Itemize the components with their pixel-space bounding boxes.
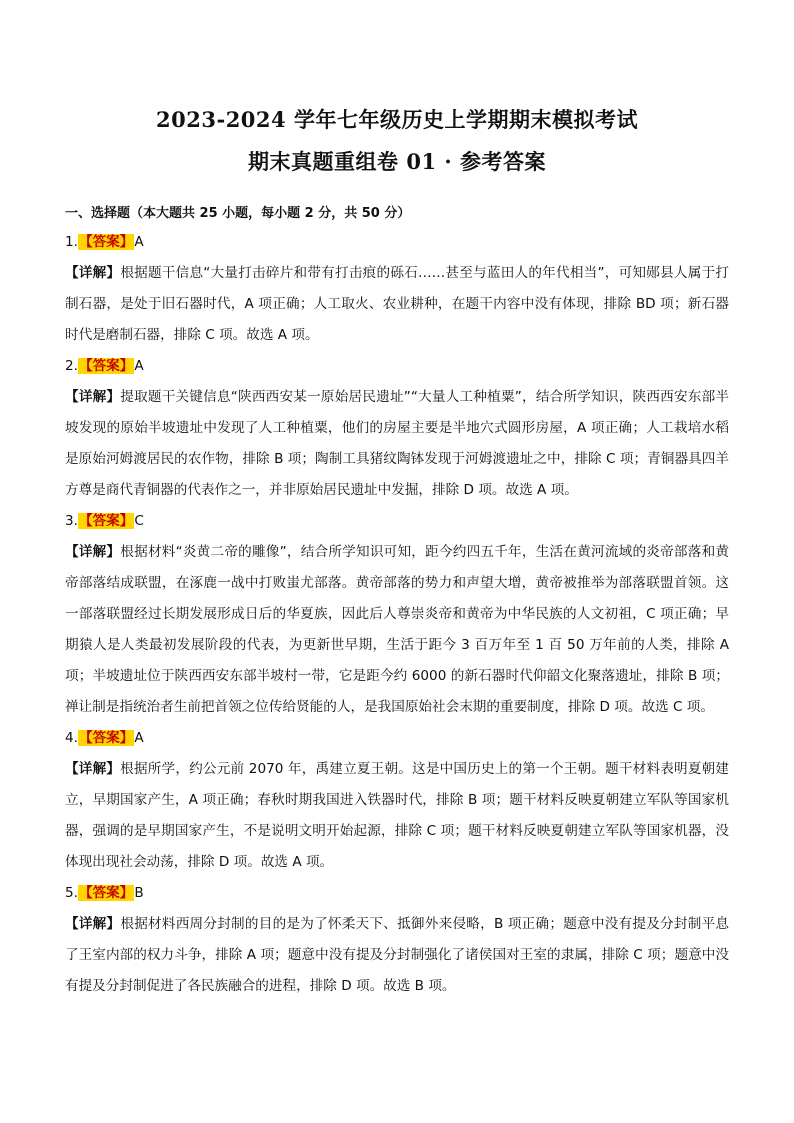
detail-text: 提取题干关键信息“陕西西安某一原始居民遗址”“大量人工种植粟”，结合所学知识，陕西西安东部半坡发现的原始半坡遗址中发现了人工种植粟，他们的房屋主要是半地穴式圆形房屋，A 项正确；人工栽培水稻是原始河姆渡居民的农作物，排除 B 项；陶制工具猪纹陶钵发现于河姆渡遗址之中，排除 C 项；青铜器具四羊方尊是商代青铜器的代表作之一，并非原始居民遗址中发掘，排除 D 项。故选 A 项。 <box>65 389 730 498</box>
question-number: 2. <box>65 358 78 374</box>
document-subtitle: 期末真题重组卷 01 · 参考答案 <box>248 149 546 174</box>
question-number: 5. <box>65 885 78 901</box>
question-answer-line <box>65 723 729 754</box>
detail-tag: 【详解】 <box>65 389 121 405</box>
question-detail <box>65 537 729 723</box>
answer-tag: 【答案】 <box>78 358 134 374</box>
question-detail <box>65 754 729 878</box>
answer-value: A <box>134 234 144 250</box>
answer-tag: 【答案】 <box>78 513 134 529</box>
answer-tag: 【答案】 <box>78 730 134 746</box>
answer-tag: 【答案】 <box>78 234 134 250</box>
detail-text: 根据材料“炎黄二帝的雕像”，结合所学知识可知，距今约四五千年，生活在黄河流域的炎帝部落和黄帝部落结成联盟，在涿鹿一战中打败蚩尤部落。黄帝部落的势力和声望大增，黄帝被推举为部落联盟首领。这一部落联盟经过长期发展形成日后的华夏族，因此后人尊崇炎帝和黄帝为中华民族的人文初祖，C 项正确；早期猿人是人类最初发展阶段的代表，为更新世早期，生活于距今 3 百万年至 1 百 50 万年前的人类，排除 A 项；半坡遗址位于陕西西安东部半坡村一带，它是距今约 6000 的新石器时代仰韶文化聚落遗址，排除 B 项；禅让制是指统治者生前把首领之位传给贤能的人，是我国原始社会末期的重要制度，排除 D 项。故选 C 项。 <box>65 544 729 715</box>
detail-tag: 【详解】 <box>65 265 121 281</box>
detail-tag: 【详解】 <box>65 544 121 560</box>
question-detail <box>65 258 729 351</box>
question-number: 1. <box>65 234 78 250</box>
answer-tag: 【答案】 <box>78 885 134 901</box>
answer-value: B <box>134 885 144 901</box>
question-detail <box>65 909 729 1002</box>
question-number: 4. <box>65 730 78 746</box>
question-answer-line <box>65 227 729 258</box>
section-heading: 一、选择题（本大题共 25 小题，每小题 2 分，共 50 分） <box>65 206 411 221</box>
detail-text: 根据材料西周分封制的目的是为了怀柔天下、抵御外来侵略，B 项正确；题意中没有提及分封制平息了王室内部的权力斗争，排除 A 项；题意中没有提及分封制强化了诸侯国对王室的隶属，排除 C 项；题意中没有提及分封制促进了各民族融合的进程，排除 D 项。故选 B 项。 <box>65 916 729 994</box>
question-detail <box>65 382 729 506</box>
detail-text: 根据题干信息“大量打击碎片和带有打击痕的砾石……甚至与蓝田人的年代相当”，可知郧县人属于打制石器，是处于旧石器时代，A 项正确；人工取火、农业耕种，在题干内容中没有体现，排除 BD 项；新石器时代是磨制石器，排除 C 项。故选 A 项。 <box>65 265 729 343</box>
answer-list <box>65 227 729 1002</box>
answer-value: C <box>134 513 144 529</box>
detail-text: 根据所学，约公元前 2070 年，禹建立夏王朝。这是中国历史上的第一个王朝。题干材料表明夏朝建立，早期国家产生，A 项正确；春秋时期我国进入铁器时代，排除 B 项；题干材料反映夏朝建立军队等国家机器，强调的是早期国家产生，不是说明文明开始起源，排除 C 项；题干材料反映夏朝建立军队等国家机器，没体现出现社会动荡，排除 D 项。故选 A 项。 <box>65 761 730 870</box>
detail-tag: 【详解】 <box>65 761 121 777</box>
question-answer-line <box>65 878 729 909</box>
answer-value: A <box>134 358 144 374</box>
answer-value: A <box>134 730 144 746</box>
question-answer-line <box>65 506 729 537</box>
question-answer-line <box>65 351 729 382</box>
question-number: 3. <box>65 513 78 529</box>
document-title: 2023-2024 学年七年级历史上学期期末模拟考试 <box>156 107 638 132</box>
detail-tag: 【详解】 <box>65 916 121 932</box>
